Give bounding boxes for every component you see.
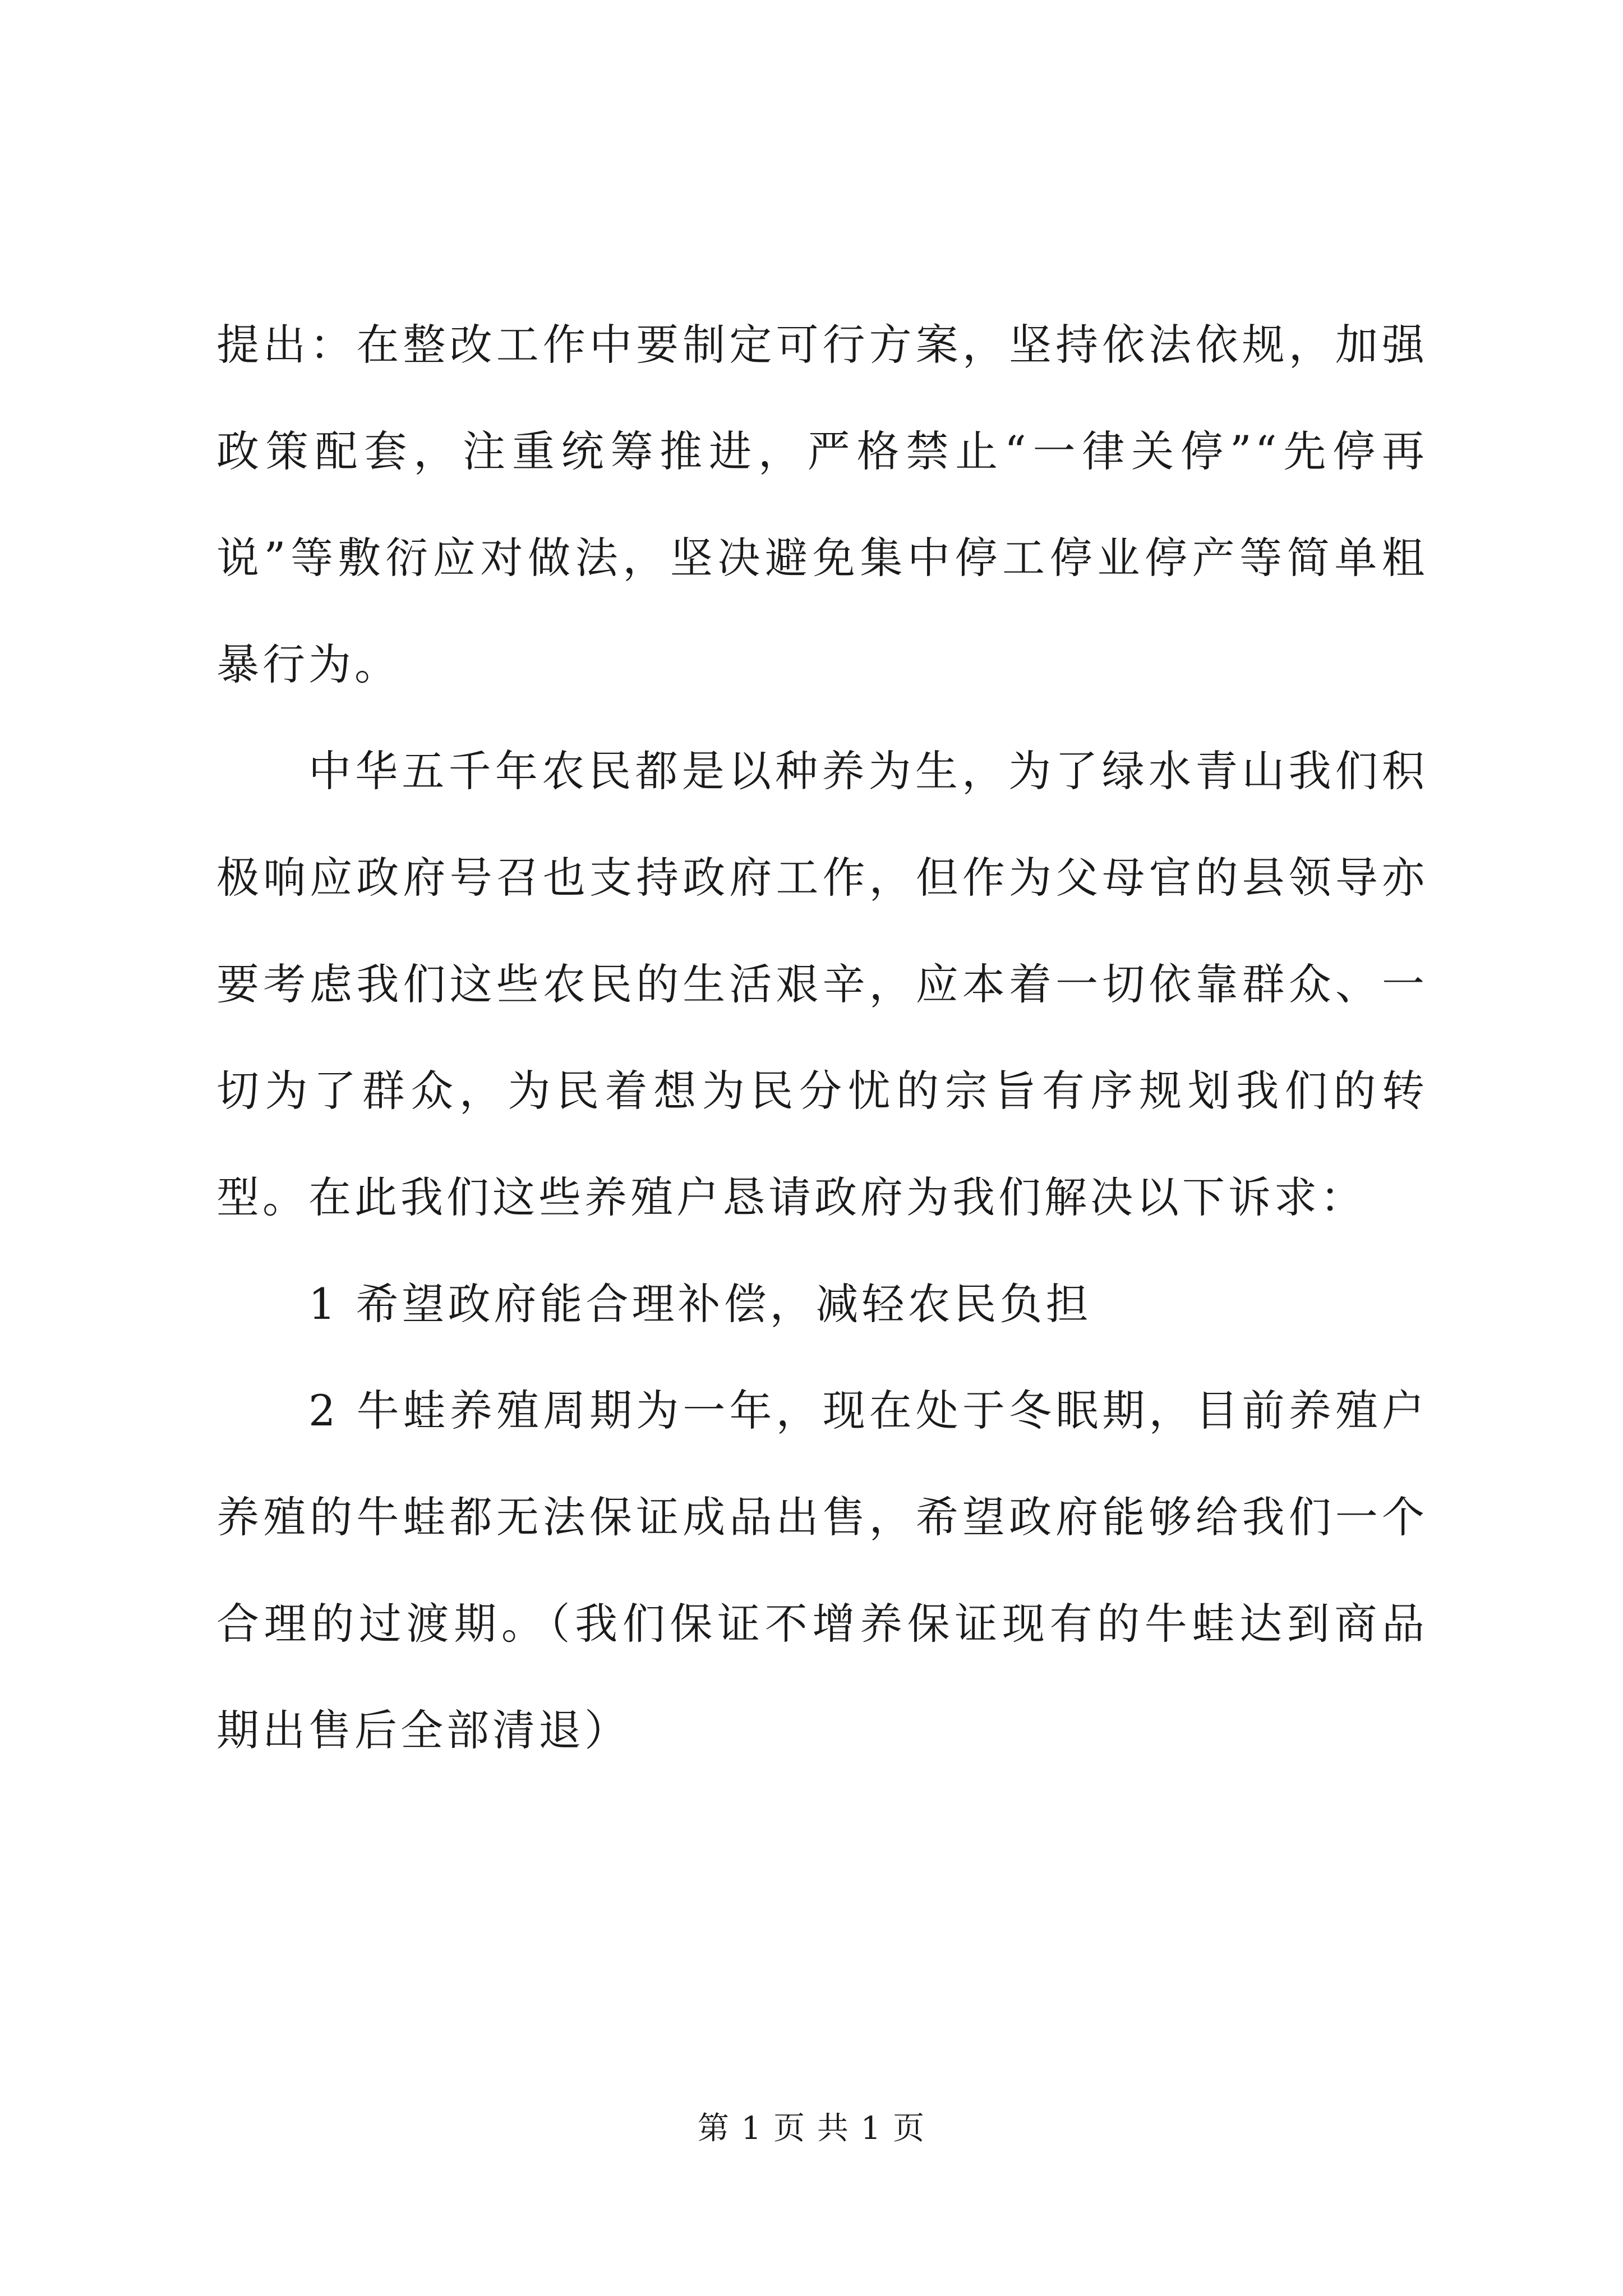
paragraph-1: 提出：在整改工作中要制定可行方案，坚持依法依规，加强政策配套，注重统筹推进，严格禁止“一律关停”“先停再说”等敷衍应对做法，坚决避免集中停工停业停产等简单粗暴行为。 — [216, 320, 1428, 689]
paragraph-request-2: 2 牛蛙养殖周期为一年，现在处于冬眠期，目前养殖户养殖的牛蛙都无法保证成品出售，希望政府能够给我们一个合理的过渡期。（我们保证不增养保证现有的牛蛙达到商品期出售后全部清退） — [216, 1386, 1428, 1755]
page-number-footer: 第 1 页 共 1 页 — [697, 2110, 926, 2147]
paragraph-request-1: 1 希望政府能合理补偿，减轻农民负担 — [308, 1279, 1092, 1329]
paragraph-2: 中华五千年农民都是以种养为生，为了绿水青山我们积极响应政府号召也支持政府工作，但作为父母官的县领导亦要考虑我们这些农民的生活艰辛，应本着一切依靠群众、一切为了群众，为民着想为民分忧的宗旨有序规划我们的转型。在此我们这些养殖户恳请政府为我们解决以下诉求： — [216, 746, 1428, 1222]
document-body — [216, 292, 1428, 1784]
